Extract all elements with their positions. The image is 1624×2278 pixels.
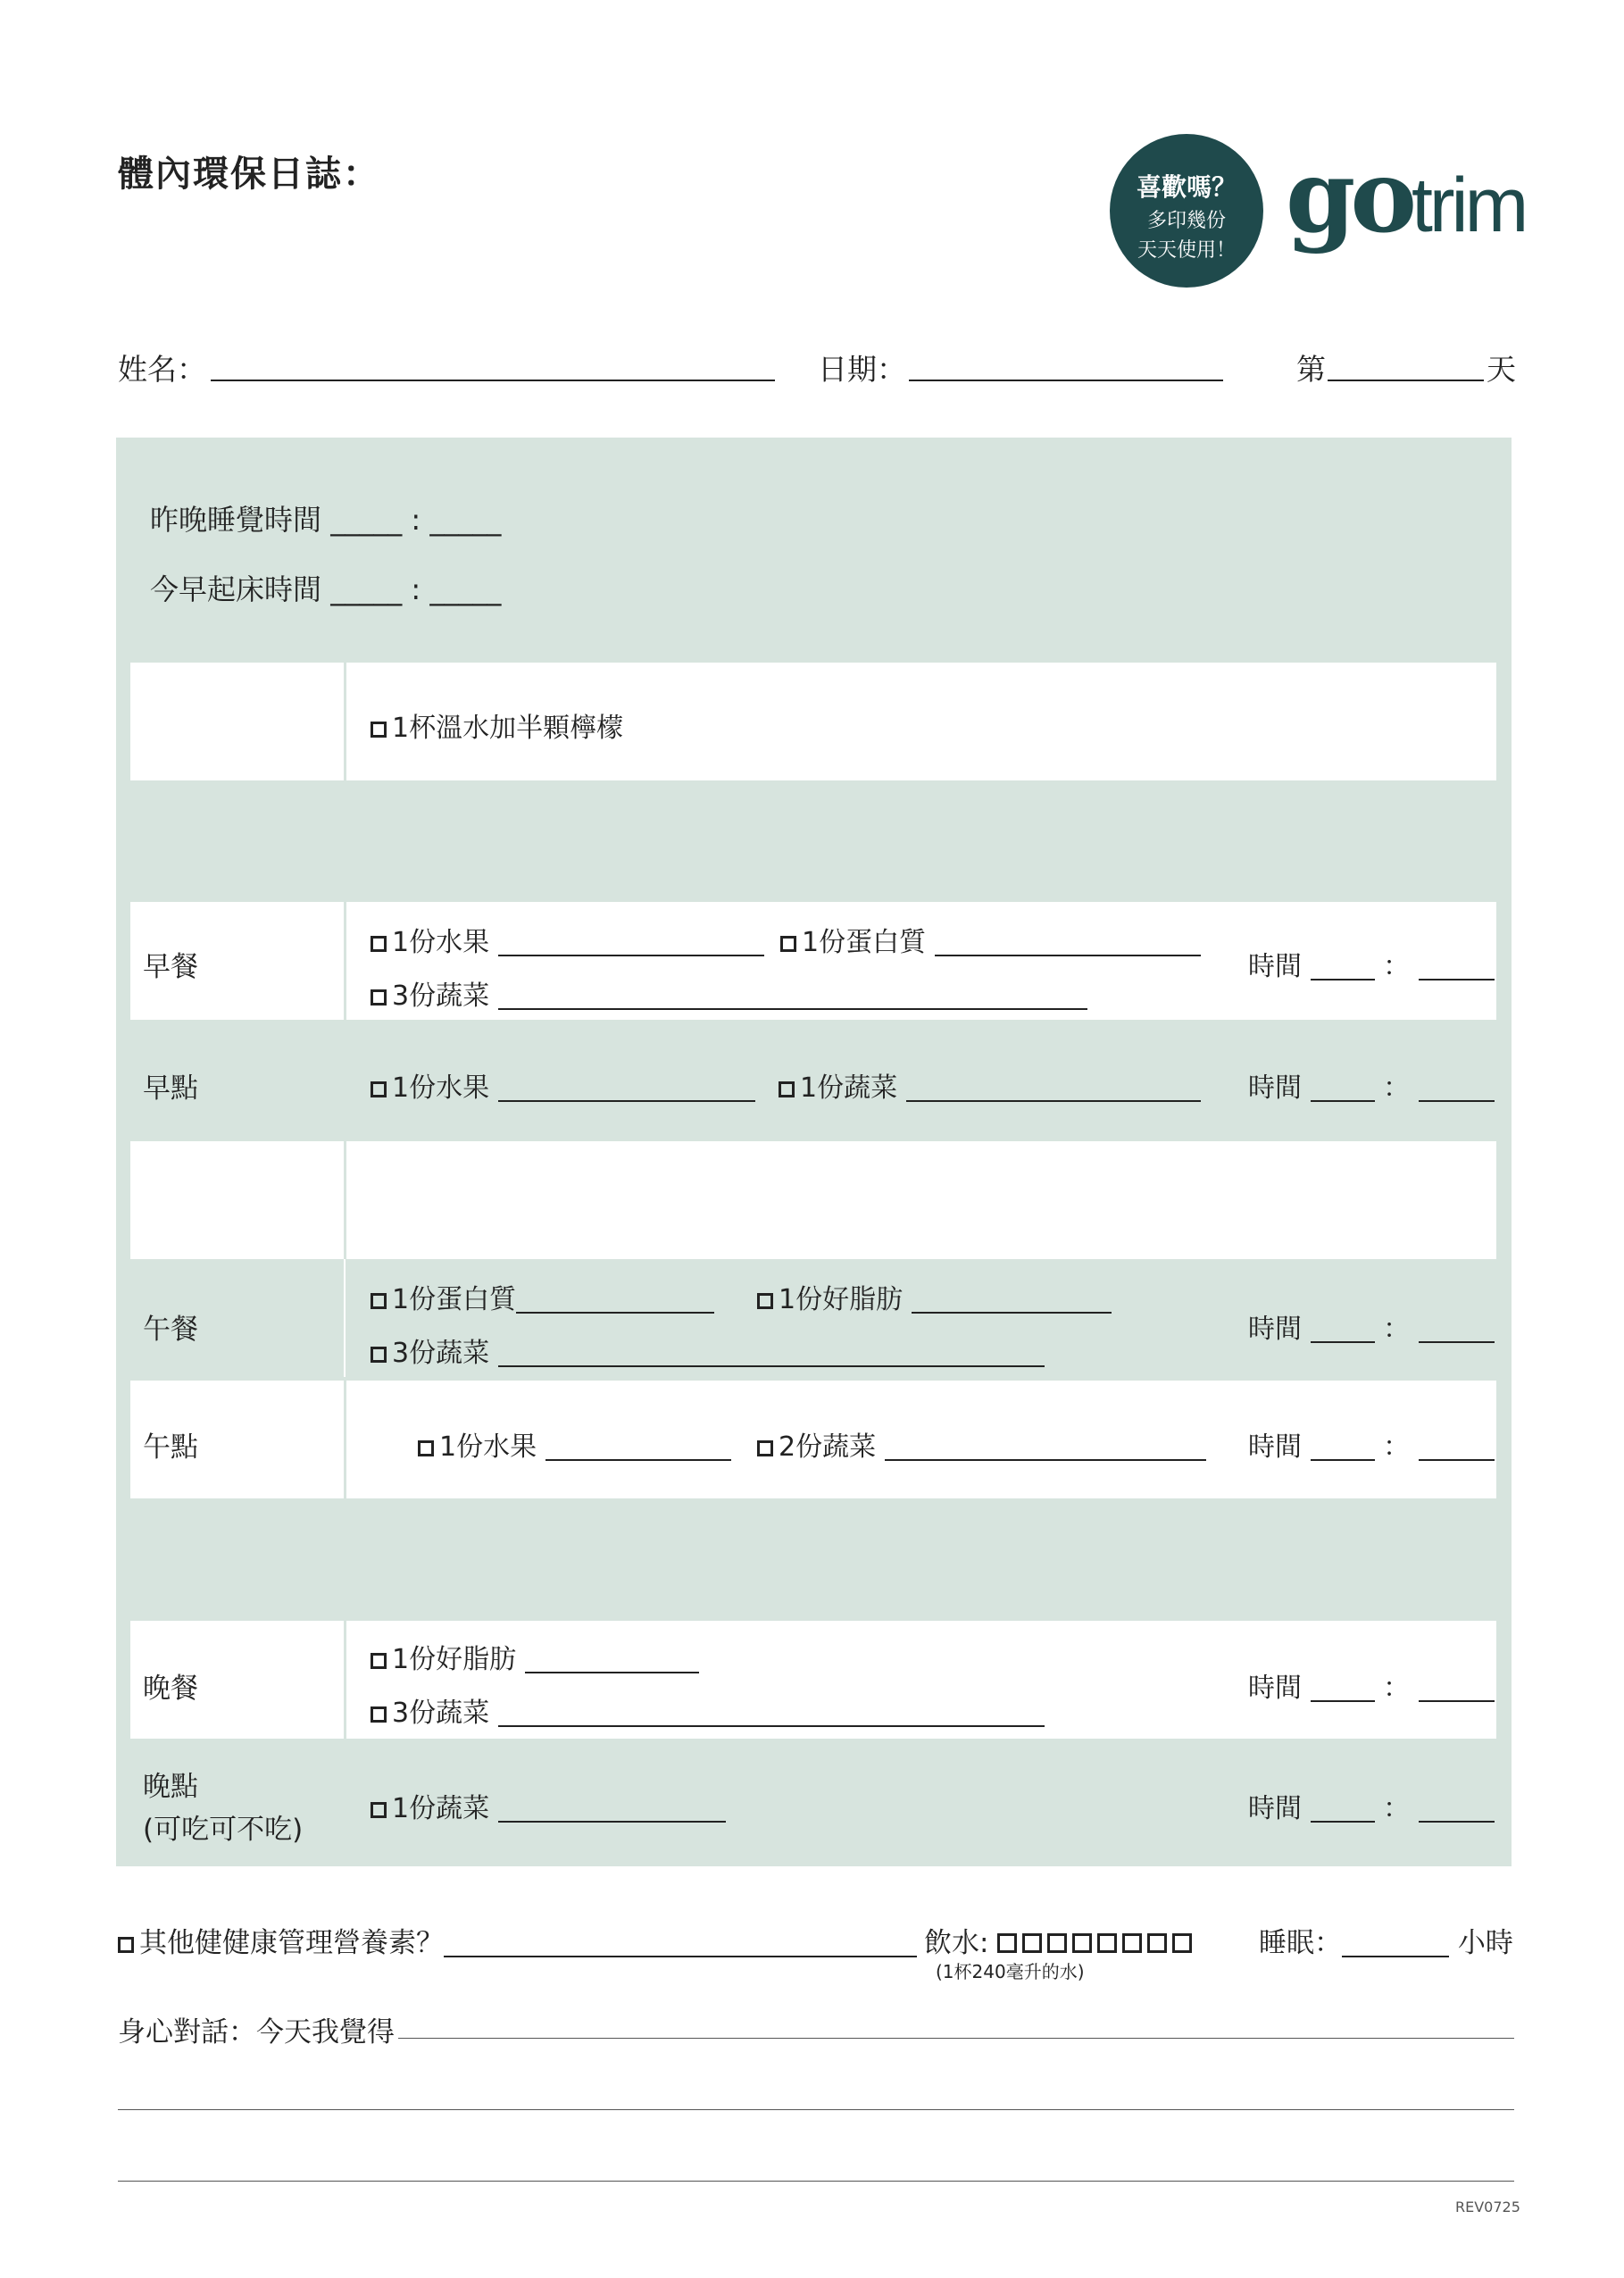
checkbox-icon[interactable] bbox=[757, 1440, 773, 1456]
water-cup-checkbox[interactable] bbox=[1172, 1933, 1192, 1953]
water-cup-checkbox[interactable] bbox=[1047, 1933, 1067, 1953]
slept-time-row bbox=[150, 497, 501, 538]
afternoon-snack-time[interactable]: 時間 ： bbox=[1248, 1424, 1495, 1464]
row-divider bbox=[344, 1259, 346, 1377]
afternoon-snack-veg[interactable]: 2份蔬菜 bbox=[757, 1424, 1206, 1464]
lunch-label: 午餐 bbox=[143, 1314, 198, 1346]
lunch-time[interactable]: 時間 ： bbox=[1248, 1306, 1495, 1346]
row-divider bbox=[344, 1141, 346, 1259]
water-cup-checkbox[interactable] bbox=[1072, 1933, 1092, 1953]
promo-badge bbox=[1110, 134, 1263, 288]
water-cup-checkbox[interactable] bbox=[1022, 1933, 1042, 1953]
checkbox-icon[interactable] bbox=[371, 989, 387, 1005]
slept-label: 昨晚睡覺時間 bbox=[150, 503, 322, 537]
dinner-fat[interactable]: 1份好脂肪 bbox=[371, 1637, 699, 1676]
morning-snack-time[interactable]: 時間 ： bbox=[1248, 1065, 1495, 1105]
logo-go: go bbox=[1286, 138, 1412, 255]
row-divider bbox=[344, 1621, 346, 1739]
name-field[interactable] bbox=[211, 380, 775, 381]
mind-line-1[interactable] bbox=[398, 2038, 1514, 2039]
date-label: 日期： bbox=[818, 352, 906, 387]
mind-label: 身心對話：今天我覺得 bbox=[118, 2016, 395, 2049]
mind-line-3[interactable] bbox=[118, 2181, 1514, 2182]
lunch-protein[interactable]: 1份蛋白質 bbox=[371, 1277, 714, 1316]
water-intake bbox=[924, 1920, 1197, 1960]
dinner-time[interactable]: 時間 ： bbox=[1248, 1665, 1495, 1705]
night-snack-note: (可吃可不吃) bbox=[143, 1814, 304, 1846]
water-note: (1杯240毫升的水) bbox=[936, 1961, 1085, 1982]
checkbox-icon[interactable] bbox=[371, 1802, 387, 1818]
blank-row bbox=[130, 1141, 1496, 1259]
row-divider bbox=[344, 902, 346, 1020]
date-field[interactable] bbox=[909, 380, 1223, 381]
logo-trim: trim bbox=[1412, 163, 1526, 248]
day-field[interactable] bbox=[1328, 380, 1484, 381]
row-divider bbox=[344, 663, 346, 780]
row-divider bbox=[344, 1381, 346, 1498]
supplements-item[interactable]: 其他健健康管理營養素？ bbox=[118, 1920, 917, 1960]
day-suffix: 天 bbox=[1487, 352, 1516, 387]
breakfast-label: 早餐 bbox=[143, 951, 198, 983]
revision-code: REV0725 bbox=[1455, 2199, 1520, 2215]
water-label: 飲水: bbox=[924, 1927, 989, 1959]
checkbox-icon[interactable] bbox=[780, 936, 796, 952]
dinner-veg[interactable]: 3份蔬菜 bbox=[371, 1690, 1045, 1730]
checkbox-icon[interactable] bbox=[779, 1081, 795, 1097]
morning-snack-label: 早點 bbox=[143, 1072, 198, 1105]
badge-line2: 多印幾份 bbox=[1146, 210, 1226, 232]
afternoon-snack-label: 午點 bbox=[143, 1431, 198, 1464]
gotrim-logo bbox=[1286, 138, 1526, 255]
night-snack-label: 晚點 bbox=[143, 1771, 198, 1803]
night-snack-veg[interactable]: 1份蔬菜 bbox=[371, 1786, 726, 1825]
checkbox-icon[interactable] bbox=[371, 1081, 387, 1097]
checkbox-icon[interactable] bbox=[371, 1706, 387, 1723]
checkbox-icon[interactable] bbox=[118, 1937, 134, 1953]
night-snack-time[interactable]: 時間 ： bbox=[1248, 1786, 1495, 1825]
breakfast-protein[interactable]: 1份蛋白質 bbox=[780, 920, 1201, 959]
checkbox-icon[interactable] bbox=[371, 1653, 387, 1669]
woke-label: 今早起床時間 bbox=[150, 572, 322, 606]
checkbox-icon[interactable] bbox=[371, 722, 387, 738]
breakfast-veg[interactable]: 3份蔬菜 bbox=[371, 973, 1087, 1013]
morning-snack-fruit[interactable]: 1份水果 bbox=[371, 1065, 755, 1105]
checkbox-icon[interactable] bbox=[371, 1293, 387, 1309]
water-item[interactable]: 1杯溫水加半顆檸檬 bbox=[371, 705, 623, 745]
checkbox-icon[interactable] bbox=[418, 1440, 434, 1456]
name-label: 姓名： bbox=[118, 352, 206, 387]
breakfast-fruit[interactable]: 1份水果 bbox=[371, 920, 764, 959]
water-cup-checkbox[interactable] bbox=[1147, 1933, 1167, 1953]
water-cups bbox=[997, 1927, 1197, 1959]
page-title: 體內環保日誌： bbox=[118, 154, 380, 195]
water-cup-checkbox[interactable] bbox=[1097, 1933, 1117, 1953]
slept-time-field[interactable]: _____ : _____ bbox=[330, 503, 502, 537]
checkbox-icon[interactable] bbox=[757, 1293, 773, 1309]
lunch-veg[interactable]: 3份蔬菜 bbox=[371, 1331, 1045, 1370]
water-cup-checkbox[interactable] bbox=[997, 1933, 1017, 1953]
checkbox-icon[interactable] bbox=[371, 936, 387, 952]
dinner-label: 晚餐 bbox=[143, 1673, 198, 1705]
day-prefix: 第 bbox=[1296, 352, 1326, 387]
checkbox-icon[interactable] bbox=[371, 1347, 387, 1363]
badge-line1: 喜歡嗎？ bbox=[1136, 172, 1237, 202]
mind-line-2[interactable] bbox=[118, 2109, 1514, 2110]
woke-time-row bbox=[150, 567, 501, 608]
breakfast-time[interactable]: 時間 ： bbox=[1248, 944, 1495, 983]
sleep-hours[interactable]: 睡眠： 小時 bbox=[1259, 1927, 1513, 1959]
woke-time-field[interactable]: _____ : _____ bbox=[330, 572, 502, 606]
badge-line3: 天天使用！ bbox=[1137, 239, 1236, 262]
lunch-fat[interactable]: 1份好脂肪 bbox=[757, 1277, 1112, 1316]
morning-snack-veg[interactable]: 1份蔬菜 bbox=[779, 1065, 1201, 1105]
afternoon-snack-fruit[interactable]: 1份水果 bbox=[418, 1424, 731, 1464]
water-row bbox=[130, 663, 1496, 780]
water-cup-checkbox[interactable] bbox=[1122, 1933, 1142, 1953]
